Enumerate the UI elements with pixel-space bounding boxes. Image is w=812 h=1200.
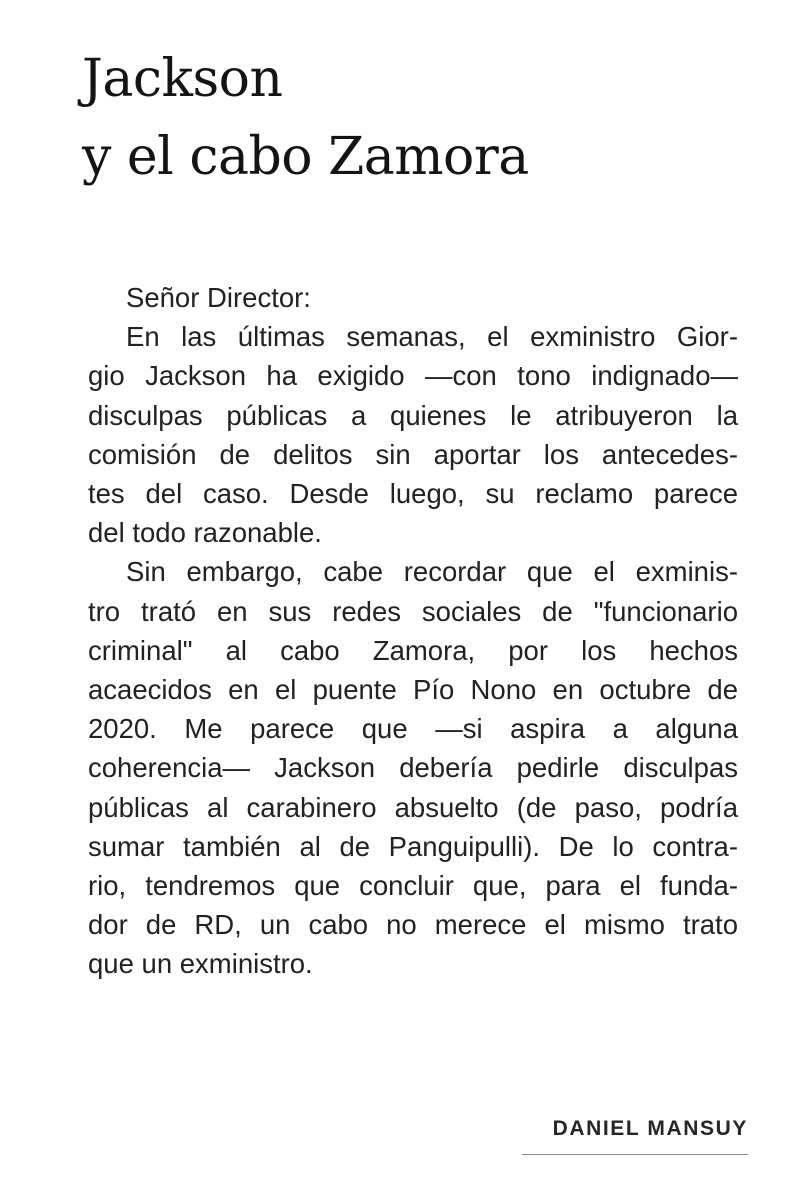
body-line: que un exministro. xyxy=(88,948,313,980)
body-line: criminal" al cabo Zamora, por los hechos xyxy=(88,634,738,666)
body-line: del todo razonable. xyxy=(88,517,322,549)
body-line: rio, tendremos que concluir que, para el funda- xyxy=(88,870,738,902)
letter-body xyxy=(88,278,738,984)
body-line: gio Jackson ha exigido —con tono indignado— xyxy=(88,360,738,392)
body-line: disculpas públicas a quienes le atribuyeron la xyxy=(88,399,738,431)
body-line: acaecidos en el puente Pío Nono en octubre de xyxy=(88,674,738,706)
headline-line-1: Jackson xyxy=(82,49,283,109)
body-line: En las últimas semanas, el exministro Gior- xyxy=(126,321,738,353)
signature-divider xyxy=(522,1154,748,1155)
author-signature: DANIEL MANSUY xyxy=(552,1117,748,1140)
headline-line-2: y el cabo Zamora xyxy=(82,127,529,187)
body-line: comisión de delitos sin aportar los antecedes- xyxy=(88,438,738,470)
body-line: coherencia— Jackson debería pedirle disculpas xyxy=(88,752,738,784)
body-line: sumar también al de Panguipulli). De lo contra- xyxy=(88,830,738,862)
body-line: dor de RD, un cabo no merece el mismo trato xyxy=(88,909,738,941)
body-line: públicas al carabinero absuelto (de paso, podría xyxy=(88,791,738,823)
body-line: Sin embargo, cabe recordar que el exminis- xyxy=(126,556,738,588)
body-line: 2020. Me parece que —si aspira a alguna xyxy=(88,713,738,745)
salutation: Señor Director: xyxy=(126,282,311,313)
headline xyxy=(82,40,529,196)
body-line: tes del caso. Desde luego, su reclamo parece xyxy=(88,478,738,510)
body-line: tro trató en sus redes sociales de "funcionario xyxy=(88,595,738,627)
